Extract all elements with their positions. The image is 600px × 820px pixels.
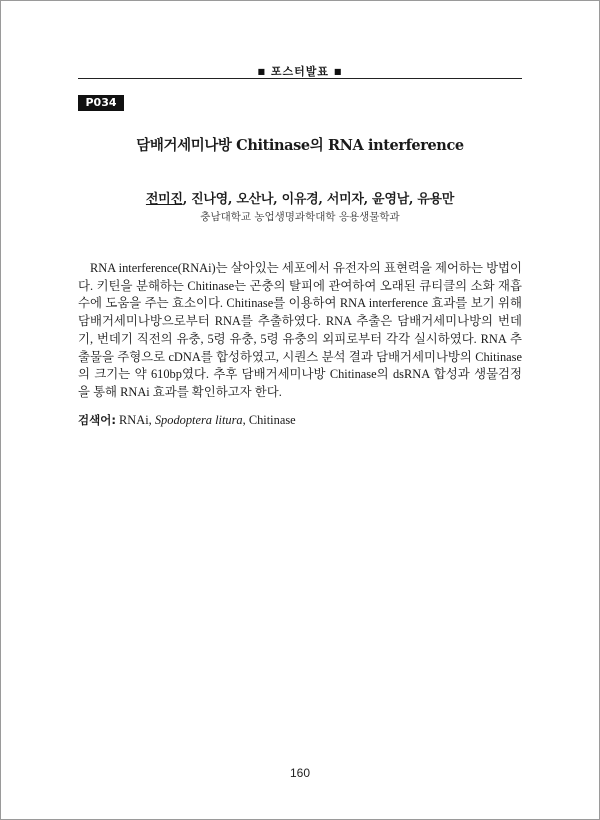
page-number: 160 xyxy=(289,766,311,780)
paper-title: 담배거세미나방 Chitinase의 RNA interference xyxy=(136,137,464,154)
section-header xyxy=(0,63,600,79)
keywords-line xyxy=(78,412,522,428)
affiliation: 충남대학교 농업생명과학대학 응용생물학과 xyxy=(200,211,400,223)
abstract-body: RNA interference(RNAi)는 살아있는 세포에서 유전자의 표현력을 제어하는 방법이다. 키틴을 분해하는 Chitinase는 곤충의 탈피에 관여하여 오래된 큐티클의 소화 재흡수에 도움을 주는 효소이다. Chitinase를 이용하여 RNA interference 효과를 보기 위해 담배거세미나방으로부터 RNA를 추출하였다. RNA 추출은 담배거세미나방의 번데기, 번데기 직전의 유충, 5령 유충, 5령 유충의 외피로부터 각각 실시하였다. RNA 추출물을 주형으로 cDNA를 합성하였고, 시퀀스 분석 결과 담배거세미나방의 Chitinase의 크기는 약 610bp였다. 추후 담배거세미나방 Chitinase의 dsRNA 합성과 생물검정을 통해 RNAi 효과를 확인하고자 한다. xyxy=(78,261,522,399)
keyword-rnai: RNAi, xyxy=(119,413,152,427)
co-authors: , 진나영, 오산나, 이유경, 서미자, 윤영남, 유용만 xyxy=(182,192,455,207)
keywords-label: 검색어: xyxy=(78,413,116,427)
presenting-author: 전미진 xyxy=(145,192,183,207)
poster-id-badge: P034 xyxy=(78,95,124,111)
author-list xyxy=(78,188,522,207)
square-marker-left-icon: ■ xyxy=(257,67,267,76)
square-marker-right-icon: ■ xyxy=(333,67,343,76)
keyword-chitinase: , Chitinase xyxy=(242,413,296,427)
section-header-label: 포스터발표 xyxy=(270,65,330,78)
header-divider xyxy=(78,78,522,79)
keyword-species: Spodoptera litura xyxy=(154,413,243,427)
